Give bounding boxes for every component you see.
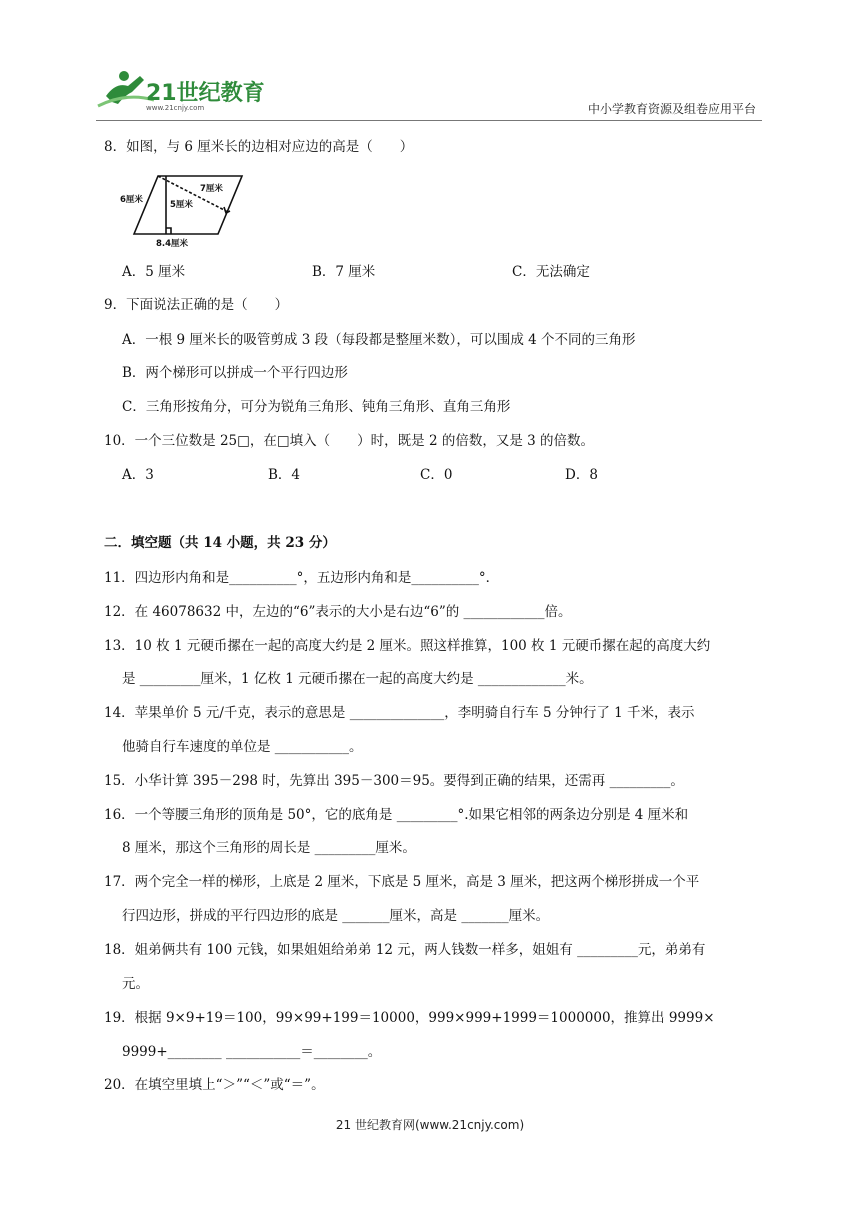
q9-option-a: A．一根 9 厘米长的吸管剪成 3 段（每段都是整厘米数），可以围成 4 个不同的三角形	[122, 332, 636, 348]
q10-option-c: C．0	[420, 467, 453, 483]
q8-option-c: C．无法确定	[512, 264, 590, 280]
page-footer: 21 世纪教育网(www.21cnjy.com)	[335, 1118, 525, 1132]
question-16-line-2: 8 厘米，那这个三角形的周长是 _________厘米。	[122, 840, 416, 856]
q10-option-d: D．8	[565, 467, 598, 483]
q8-option-b: B．7 厘米	[312, 264, 376, 280]
question-19-line-1: 19．根据 9×9+19＝100，99×99+199＝10000，999×999+1999＝1000000，推算出 9999×	[104, 1010, 715, 1026]
site-logo	[96, 66, 266, 114]
question-10: 10．一个三位数是 25□，在□填入（ ）时，既是 2 的倍数，又是 3 的倍数。	[104, 433, 595, 449]
question-9: 9．下面说法正确的是（ ）	[104, 297, 289, 313]
q8-option-a: A．5 厘米	[122, 264, 186, 280]
section-2-title: 二．填空题（共 14 小题，共 23 分）	[104, 535, 336, 551]
question-17-line-1: 17．两个完全一样的梯形，上底是 2 厘米，下底是 5 厘米，高是 3 厘米，把这两个梯形拼成一个平	[104, 874, 700, 890]
q10-option-b: B．4	[268, 467, 301, 483]
label-5cm: 5厘米	[170, 200, 193, 210]
question-20: 20．在填空里填上“＞”“＜”或“＝”。	[104, 1077, 325, 1093]
parallelogram-figure	[120, 170, 250, 248]
q10-option-a: A．3	[122, 467, 154, 483]
question-11: 11．四边形内角和是__________°，五边形内角和是__________°．	[104, 570, 500, 586]
header-tagline: 中小学教育资源及组卷应用平台	[587, 102, 756, 116]
label-8-4cm: 8.4厘米	[156, 239, 189, 248]
question-13-line-1: 13．10 枚 1 元硬币摞在一起的高度大约是 2 厘米。照这样推算，100 枚 1 元硬币摞在起的高度大约	[104, 638, 711, 654]
question-14-line-1: 14．苹果单价 5 元/千克，表示的意思是 ______________，李明骑自行车 5 分钟行了 1 千米，表示	[104, 705, 695, 721]
label-6cm: 6厘米	[120, 195, 143, 205]
question-8: 8．如图，与 6 厘米长的边相对应边的高是（ ）	[104, 139, 414, 155]
q9-option-b: B．两个梯形可以拼成一个平行四边形	[122, 365, 348, 381]
logo-url: www.21cnjy.com	[146, 104, 205, 112]
question-13-line-2: 是 _________厘米，1 亿枚 1 元硬币摞在一起的高度大约是 _____________米。	[122, 671, 593, 687]
question-14-line-2: 他骑自行车速度的单位是 ___________。	[122, 739, 363, 755]
question-17-line-2: 行四边形，拼成的平行四边形的底是 _______厘米，高是 _______厘米。	[122, 908, 550, 924]
question-19-line-2: 9999+________ ___________＝________。	[122, 1044, 382, 1060]
question-18-line-1: 18．姐弟俩共有 100 元钱，如果姐姐给弟弟 12 元，两人钱数一样多，姐姐有 _________元，弟弟有	[104, 942, 706, 958]
question-18-line-2: 元。	[122, 976, 149, 992]
logo-text: 21世纪教育	[146, 81, 265, 106]
question-15: 15．小华计算 395－298 时，先算出 395－300＝95。要得到正确的结果，还需再 _________。	[104, 773, 684, 789]
question-12: 12．在 46078632 中，左边的“6”表示的大小是右边“6”的 ____________倍。	[104, 604, 572, 620]
q9-option-c: C．三角形按角分，可分为锐角三角形、钝角三角形、直角三角形	[122, 399, 511, 415]
header-divider	[96, 120, 762, 121]
question-16-line-1: 16．一个等腰三角形的顶角是 50°，它的底角是 _________°.如果它相邻的两条边分别是 4 厘米和	[104, 807, 689, 823]
label-7cm: 7厘米	[200, 184, 223, 194]
